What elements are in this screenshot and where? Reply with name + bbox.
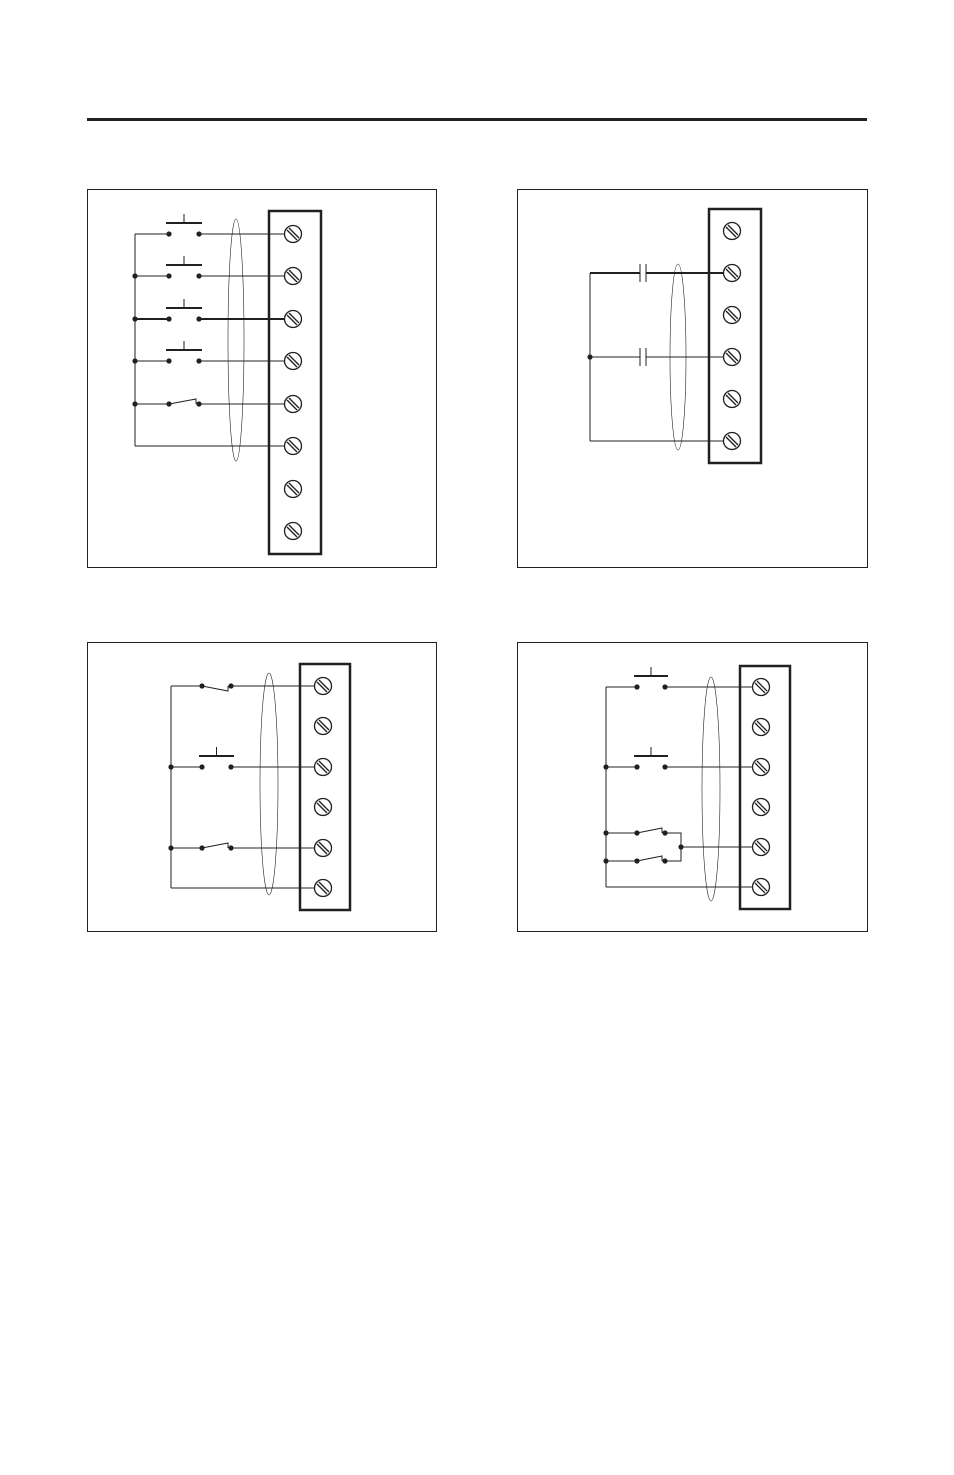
contact-dot (166, 316, 171, 321)
screw-terminal-icon (315, 799, 332, 816)
screw-head (724, 223, 741, 240)
terminal-block (300, 664, 350, 910)
contact-dot (228, 764, 233, 769)
screw-terminal-icon (315, 678, 332, 695)
screw-terminal-icon (285, 396, 302, 413)
screw-head (724, 265, 741, 282)
screw-terminal-icon (724, 265, 741, 282)
screw-terminal-icon (315, 718, 332, 735)
switch-contact-icon (202, 843, 228, 848)
screw-head (315, 880, 332, 897)
screw-head (724, 391, 741, 408)
contact-dot (228, 845, 233, 850)
junction-dot (168, 764, 173, 769)
screw-terminal-icon (753, 679, 770, 696)
junction-dot (603, 764, 608, 769)
switch-blade (202, 843, 228, 848)
contact-dot (166, 273, 171, 278)
contact-dot (634, 764, 639, 769)
screw-head (753, 879, 770, 896)
switch-contact-icon (169, 399, 196, 404)
screw-head (724, 349, 741, 366)
switch-blade (637, 828, 662, 833)
terminal-block (740, 666, 790, 909)
screw-terminal-icon (285, 353, 302, 370)
screw-head (753, 679, 770, 696)
screw-terminal-icon (753, 839, 770, 856)
screw-head (724, 307, 741, 324)
contact-dot (634, 858, 639, 863)
screw-terminal-icon (285, 523, 302, 540)
wiring-diagram-1 (87, 189, 437, 568)
screw-terminal-icon (724, 349, 741, 366)
switch-contact-icon (637, 828, 662, 833)
screw-head (315, 759, 332, 776)
screw-terminal-icon (285, 226, 302, 243)
screw-head (285, 523, 302, 540)
screw-head (285, 353, 302, 370)
screw-terminal-icon (753, 879, 770, 896)
contact-dot (166, 401, 171, 406)
junction-dot (603, 830, 608, 835)
contact-dot (196, 316, 201, 321)
contact-dot (662, 858, 667, 863)
contact-dot (199, 764, 204, 769)
contact-dot (166, 358, 171, 363)
screw-head (285, 311, 302, 328)
screw-head (315, 718, 332, 735)
junction-dot (132, 401, 137, 406)
junction-dot (132, 358, 137, 363)
diagram-4-canvas (518, 643, 869, 933)
push-button-icon (634, 667, 668, 676)
diagram-3-canvas (88, 643, 438, 933)
contact-dot (196, 231, 201, 236)
header-rule (87, 118, 867, 121)
push-button-icon (634, 747, 668, 756)
wiring-diagram-2 (517, 189, 868, 568)
junction-dot (678, 844, 683, 849)
contact-dot (166, 231, 171, 236)
diagram-2-canvas (518, 190, 869, 569)
screw-terminal-icon (753, 799, 770, 816)
screw-head (285, 481, 302, 498)
cable-shield-icon (260, 673, 278, 895)
contact-dot (634, 830, 639, 835)
screw-head (753, 839, 770, 856)
cable-shield-icon (228, 219, 244, 461)
screw-terminal-icon (724, 391, 741, 408)
screw-head (285, 396, 302, 413)
terminal-block (709, 209, 761, 463)
contact-dot (196, 401, 201, 406)
junction-dot (132, 273, 137, 278)
switch-contact-icon (202, 686, 228, 691)
junction-dot (587, 354, 592, 359)
screw-terminal-icon (724, 223, 741, 240)
contact-dot (662, 764, 667, 769)
screw-head (285, 226, 302, 243)
contact-dot (196, 273, 201, 278)
junction-dot (603, 858, 608, 863)
capacitor-icon (640, 348, 646, 366)
screw-head (753, 719, 770, 736)
contact-dot (199, 845, 204, 850)
screw-terminal-icon (753, 719, 770, 736)
screw-head (753, 759, 770, 776)
contact-dot (199, 683, 204, 688)
switch-blade (202, 686, 228, 691)
screw-terminal-icon (315, 880, 332, 897)
switch-blade (637, 856, 662, 861)
capacitor-icon (640, 264, 646, 282)
push-button-icon (199, 747, 234, 756)
push-button-icon (166, 299, 202, 308)
terminal-block (269, 211, 321, 554)
junction-dot (168, 845, 173, 850)
screw-terminal-icon (285, 481, 302, 498)
contact-dot (662, 830, 667, 835)
contact-dot (662, 684, 667, 689)
switch-contact-icon (637, 856, 662, 861)
screw-terminal-icon (315, 840, 332, 857)
screw-head (315, 678, 332, 695)
junction-dot (132, 316, 137, 321)
cable-shield-icon (702, 677, 720, 901)
push-button-icon (166, 256, 202, 265)
contact-dot (196, 358, 201, 363)
contact-dot (634, 684, 639, 689)
push-button-icon (166, 214, 202, 223)
diagram-1-canvas (88, 190, 438, 569)
contact-dot (228, 683, 233, 688)
screw-head (315, 799, 332, 816)
screw-head (724, 433, 741, 450)
push-button-icon (166, 341, 202, 350)
screw-terminal-icon (753, 759, 770, 776)
screw-head (285, 438, 302, 455)
screw-terminal-icon (285, 311, 302, 328)
wiring-diagram-4 (517, 642, 868, 932)
wiring-diagram-3 (87, 642, 437, 932)
screw-head (285, 268, 302, 285)
screw-terminal-icon (285, 438, 302, 455)
switch-blade (169, 399, 196, 404)
screw-terminal-icon (315, 759, 332, 776)
screw-terminal-icon (724, 307, 741, 324)
screw-head (753, 799, 770, 816)
screw-terminal-icon (285, 268, 302, 285)
screw-terminal-icon (724, 433, 741, 450)
screw-head (315, 840, 332, 857)
